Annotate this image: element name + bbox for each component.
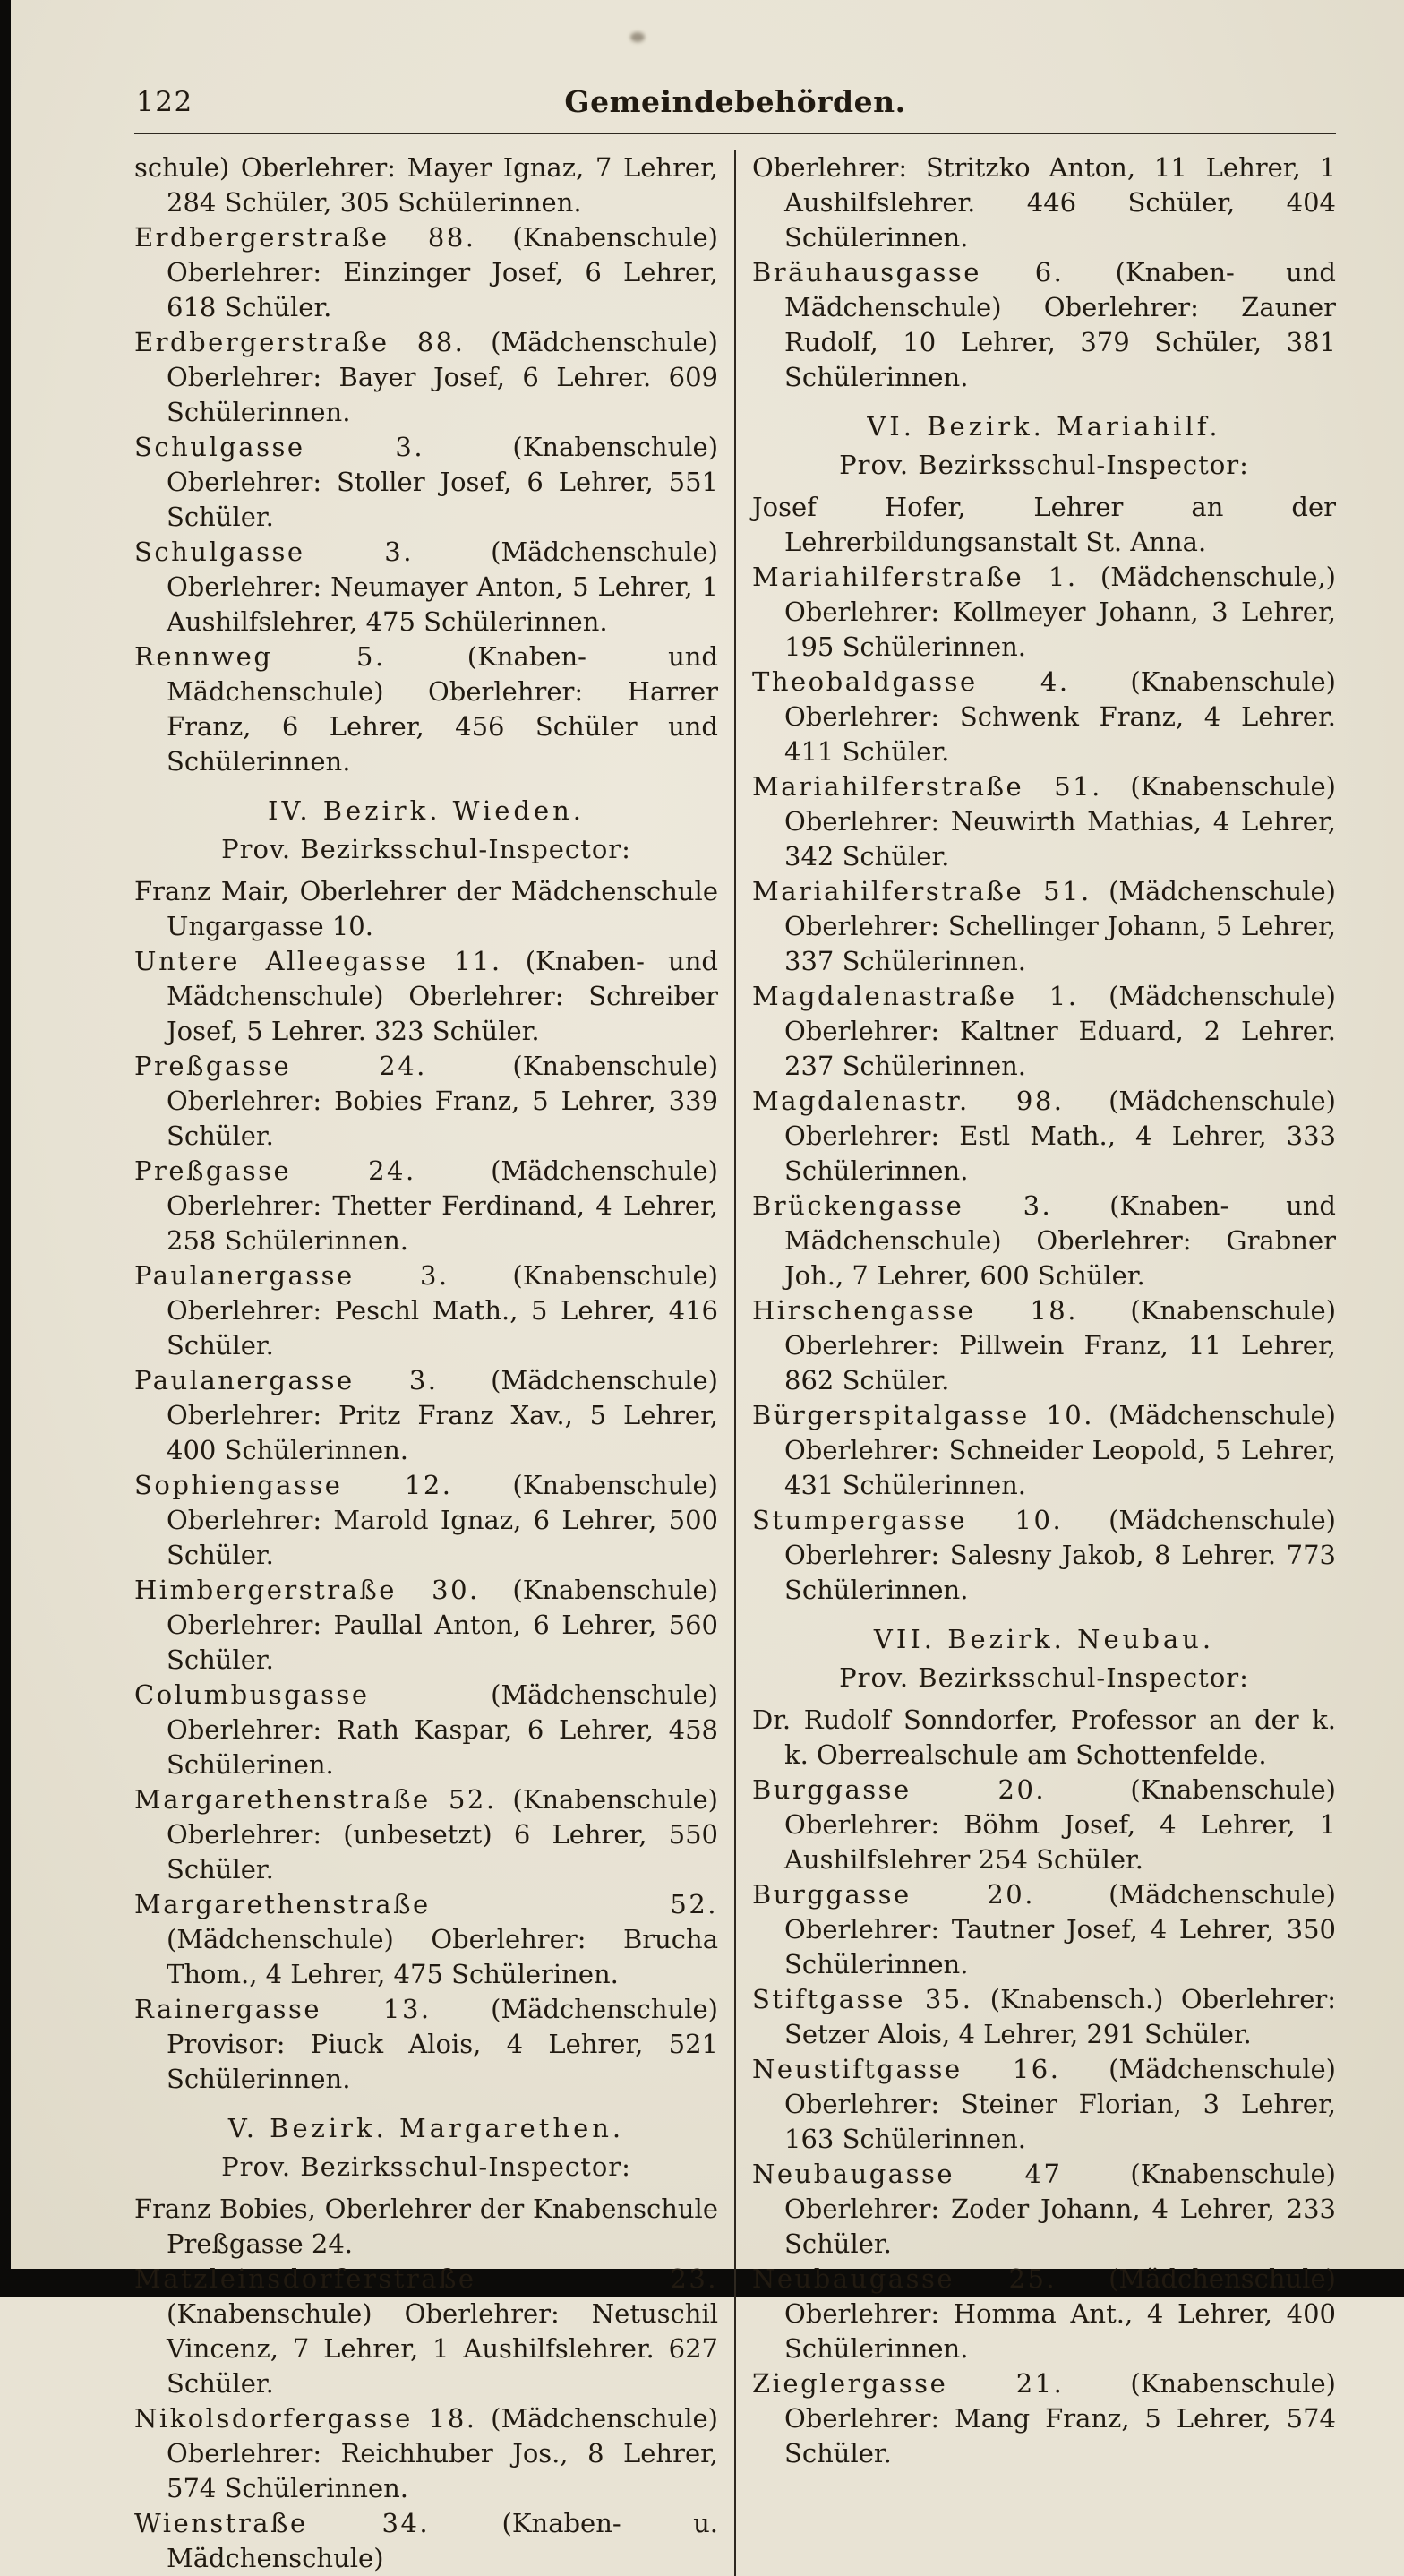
left-column [134, 150, 718, 2576]
running-title: Gemeindebehörden. [564, 84, 906, 119]
inspector-subheading: Prov. Bezirksschul-Inspector: [839, 1662, 1249, 1693]
directory-entry: Preßgasse 24. (Mädchenschule) Oberlehrer: Thetter Ferdinand, 4 Lehrer, 258 Schülerinnen. [134, 1155, 718, 1256]
directory-entry: Theobaldgasse 4. (Knabenschule) Oberlehrer: Schwenk Franz, 4 Lehrer. 411 Schüler. [752, 666, 1336, 767]
directory-entry: Margarethenstraße 52. (Knabenschule) Oberlehrer: (unbesetzt) 6 Lehrer, 550 Schüler. [134, 1784, 718, 1885]
directory-entry: Matzleinsdorferstraße 23. (Knabenschule) Oberlehrer: Netuschil Vincenz, 7 Lehrer, 1 Aushilfslehrer. 627 Schüler. [134, 2263, 718, 2399]
page-number: 122 [136, 86, 193, 118]
directory-entry: Erdbergerstraße 88. (Mädchenschule) Oberlehrer: Bayer Josef, 6 Lehrer. 609 Schülerinnen. [134, 327, 718, 427]
book-page [134, 82, 1336, 2576]
entry-street-lead: Magdalenastraße 1. [752, 981, 1079, 1011]
entry-street-lead: Preßgasse 24. [134, 1155, 416, 1186]
directory-entry: Rennweg 5. (Knaben- und Mädchenschule) Oberlehrer: Harrer Franz, 6 Lehrer, 456 Schüler und Schülerinnen. [134, 641, 718, 777]
directory-entry: Untere Alleegasse 11. (Knaben- und Mädchenschule) Oberlehrer: Schreiber Josef, 5 Lehrer. 323 Schüler. [134, 946, 718, 1046]
inspector-intro: Josef Hofer, Lehrer an der Lehrerbildungsanstalt St. Anna. [752, 492, 1336, 557]
right-column [752, 150, 1336, 2576]
entry-street-lead: Schulgasse 3. [134, 537, 414, 567]
district-heading: VI. Bezirk. Mariahilf. [867, 411, 1221, 442]
entry-street-lead: Wienstraße 34. [134, 2508, 431, 2538]
entry-street-lead: Stiftgasse 35. [752, 1984, 973, 2014]
inspector-subheading: Prov. Bezirksschul-Inspector: [221, 834, 631, 864]
directory-entry: Burggasse 20. (Mädchenschule) Oberlehrer: Tautner Josef, 4 Lehrer, 350 Schülerinnen. [752, 1879, 1336, 1979]
entry-street-lead: Neubaugasse 25. [752, 2263, 1057, 2294]
directory-entry: Wienstraße 34. (Knaben- u. Mädchenschule) [134, 2508, 718, 2573]
inspector-intro: Franz Mair, Oberlehrer der Mädchenschule Ungargasse 10. [134, 876, 718, 941]
entry-street-lead: Magdalenastr. 98. [752, 1086, 1065, 1116]
directory-entry: Mariahilferstraße 51. (Mädchenschule) Oberlehrer: Schellinger Johann, 5 Lehrer, 337 Schülerinnen. [752, 876, 1336, 976]
column-divider [734, 150, 736, 2576]
directory-entry: Himbergerstraße 30. (Knabenschule) Oberlehrer: Paullal Anton, 6 Lehrer, 560 Schüler. [134, 1575, 718, 1675]
directory-entry: Oberlehrer: Stritzko Anton, 11 Lehrer, 1 Aushilfslehrer. 446 Schüler, 404 Schülerinnen. [752, 152, 1336, 253]
entry-street-lead: Hirschengasse 18. [752, 1295, 1078, 1326]
directory-entry: Margarethenstraße 52. (Mädchenschule) Oberlehrer: Brucha Thom., 4 Lehrer, 475 Schülerinen. [134, 1889, 718, 1989]
directory-entry: Columbusgasse (Mädchenschule) Oberlehrer: Rath Kaspar, 6 Lehrer, 458 Schülerinen. [134, 1679, 718, 1780]
entry-street-lead: Margarethenstraße 52. [134, 1889, 718, 1919]
inspector-intro: Franz Bobies, Oberlehrer der Knabenschule Preßgasse 24. [134, 2194, 718, 2259]
entry-street-lead: Paulanergasse 3. [134, 1260, 449, 1291]
entry-street-lead: Matzleinsdorferstraße 23. [134, 2263, 718, 2294]
entry-street-lead: Himbergerstraße 30. [134, 1575, 480, 1605]
inspector-subheading: Prov. Bezirksschul-Inspector: [839, 450, 1249, 480]
directory-entry: Bürgerspitalgasse 10. (Mädchenschule) Oberlehrer: Schneider Leopold, 5 Lehrer, 431 Schülerinnen. [752, 1400, 1336, 1500]
scan-smudge [630, 32, 645, 42]
directory-entry: Paulanergasse 3. (Knabenschule) Oberlehrer: Peschl Math., 5 Lehrer, 416 Schüler. [134, 1260, 718, 1361]
header-rule [134, 133, 1336, 134]
page-header [134, 82, 1336, 125]
district-heading: V. Bezirk. Margarethen. [227, 2113, 625, 2143]
entry-street-lead: Erdbergerstraße 88. [134, 222, 476, 253]
directory-entry: Mariahilferstraße 51. (Knabenschule) Oberlehrer: Neuwirth Mathias, 4 Lehrer, 342 Schüler. [752, 771, 1336, 872]
entry-street-lead: Rainergasse 13. [134, 1994, 432, 2024]
entry-street-lead: Paulanergasse 3. [134, 1365, 439, 1395]
directory-entry: Erdbergerstraße 88. (Knabenschule) Oberlehrer: Einzinger Josef, 6 Lehrer, 618 Schüler. [134, 222, 718, 322]
district-heading: IV. Bezirk. Wieden. [267, 795, 586, 826]
entry-street-lead: Sophiengasse 12. [134, 1470, 453, 1500]
text-columns [134, 150, 1336, 2576]
directory-entry: schule) Oberlehrer: Mayer Ignaz, 7 Lehrer, 284 Schüler, 305 Schülerinnen. [134, 152, 718, 218]
directory-entry: Zieglergasse 21. (Knabenschule) Oberlehrer: Mang Franz, 5 Lehrer, 574 Schüler. [752, 2368, 1336, 2469]
directory-entry: Burggasse 20. (Knabenschule) Oberlehrer: Böhm Josef, 4 Lehrer, 1 Aushilfslehrer 254 Schüler. [752, 1774, 1336, 1875]
entry-street-lead: Neubaugasse 47 [752, 2159, 1063, 2189]
directory-entry: Neustiftgasse 16. (Mädchenschule) Oberlehrer: Steiner Florian, 3 Lehrer, 163 Schülerinnen. [752, 2054, 1336, 2154]
directory-entry: Rainergasse 13. (Mädchenschule) Provisor: Piuck Alois, 4 Lehrer, 521 Schülerinnen. [134, 1994, 718, 2094]
directory-entry: Brückengasse 3. (Knaben- und Mädchenschule) Oberlehrer: Grabner Joh., 7 Lehrer, 600 Schüler. [752, 1190, 1336, 1291]
directory-entry: Stumpergasse 10. (Mädchenschule) Oberlehrer: Salesny Jakob, 8 Lehrer. 773 Schülerinnen. [752, 1505, 1336, 1605]
entry-street-lead: Nikolsdorfergasse 18. [134, 2403, 477, 2434]
inspector-intro: Dr. Rudolf Sonndorfer, Professor an der k. k. Oberrealschule am Schottenfelde. [752, 1704, 1336, 1770]
directory-entry: Sophiengasse 12. (Knabenschule) Oberlehrer: Marold Ignaz, 6 Lehrer, 500 Schüler. [134, 1470, 718, 1570]
directory-entry: Schulgasse 3. (Knabenschule) Oberlehrer: Stoller Josef, 6 Lehrer, 551 Schüler. [134, 432, 719, 532]
directory-entry: Preßgasse 24. (Knabenschule) Oberlehrer: Bobies Franz, 5 Lehrer, 339 Schüler. [134, 1051, 719, 1151]
entry-street-lead: Burggasse 20. [752, 1774, 1047, 1805]
entry-street-lead: Rennweg 5. [134, 641, 386, 672]
district-heading: VII. Bezirk. Neubau. [873, 1624, 1215, 1654]
entry-street-lead: Theobaldgasse 4. [752, 666, 1070, 697]
directory-entry: Neubaugasse 47 (Knabenschule) Oberlehrer: Zoder Johann, 4 Lehrer, 233 Schüler. [752, 2159, 1336, 2259]
entry-street-lead: Columbusgasse [134, 1679, 370, 1710]
directory-entry: Magdalenastraße 1. (Mädchenschule) Oberlehrer: Kaltner Eduard, 2 Lehrer. 237 Schülerinnen. [752, 981, 1336, 1081]
entry-street-lead: Stumpergasse 10. [752, 1505, 1064, 1535]
entry-street-lead: Zieglergasse 21. [752, 2368, 1065, 2399]
directory-entry: Hirschengasse 18. (Knabenschule) Oberlehrer: Pillwein Franz, 11 Lehrer, 862 Schüler. [752, 1295, 1337, 1395]
scan-border-left [0, 0, 11, 2297]
entry-street-lead: Preßgasse 24. [134, 1051, 427, 1081]
entry-street-lead: Untere Alleegasse 11. [134, 946, 502, 976]
entry-street-lead: Mariahilferstraße 51. [752, 771, 1102, 802]
directory-entry: Magdalenastr. 98. (Mädchenschule) Oberlehrer: Estl Math., 4 Lehrer, 333 Schülerinnen. [752, 1086, 1336, 1186]
entry-street-lead: Bürgerspitalgasse 10. [752, 1400, 1094, 1430]
directory-entry: Stiftgasse 35. (Knabensch.) Oberlehrer: Setzer Alois, 4 Lehrer, 291 Schüler. [752, 1984, 1336, 2049]
directory-entry: Mariahilferstraße 1. (Mädchenschule,) Oberlehrer: Kollmeyer Johann, 3 Lehrer, 195 Schülerinnen. [752, 562, 1336, 662]
directory-entry: Neubaugasse 25. (Mädchenschule) Oberlehrer: Homma Ant., 4 Lehrer, 400 Schülerinnen. [752, 2263, 1336, 2364]
entry-street-lead: Burggasse 20. [752, 1879, 1035, 1910]
entry-street-lead: Schulgasse 3. [134, 432, 425, 462]
directory-entry: Nikolsdorfergasse 18. (Mädchenschule) Oberlehrer: Reichhuber Jos., 8 Lehrer, 574 Schülerinnen. [134, 2403, 718, 2503]
directory-entry: Paulanergasse 3. (Mädchenschule) Oberlehrer: Pritz Franz Xav., 5 Lehrer, 400 Schülerinnen. [134, 1365, 718, 1465]
directory-entry: Bräuhausgasse 6. (Knaben- und Mädchenschule) Oberlehrer: Zauner Rudolf, 10 Lehrer, 379 Schüler, 381 Schülerinnen. [752, 257, 1336, 392]
entry-street-lead: Mariahilferstraße 51. [752, 876, 1092, 906]
inspector-subheading: Prov. Bezirksschul-Inspector: [221, 2151, 631, 2182]
entry-street-lead: Brückengasse 3. [752, 1190, 1053, 1221]
entry-street-lead: Neustiftgasse 16. [752, 2054, 1061, 2084]
entry-street-lead: Bräuhausgasse 6. [752, 257, 1065, 288]
entry-street-lead: Erdbergerstraße 88. [134, 327, 466, 357]
directory-entry: Schulgasse 3. (Mädchenschule) Oberlehrer: Neumayer Anton, 5 Lehrer, 1 Aushilfslehrer, 475 Schülerinnen. [134, 537, 718, 637]
entry-street-lead: Margarethenstraße 52. [134, 1784, 497, 1815]
entry-street-lead: Mariahilferstraße 1. [752, 562, 1078, 592]
